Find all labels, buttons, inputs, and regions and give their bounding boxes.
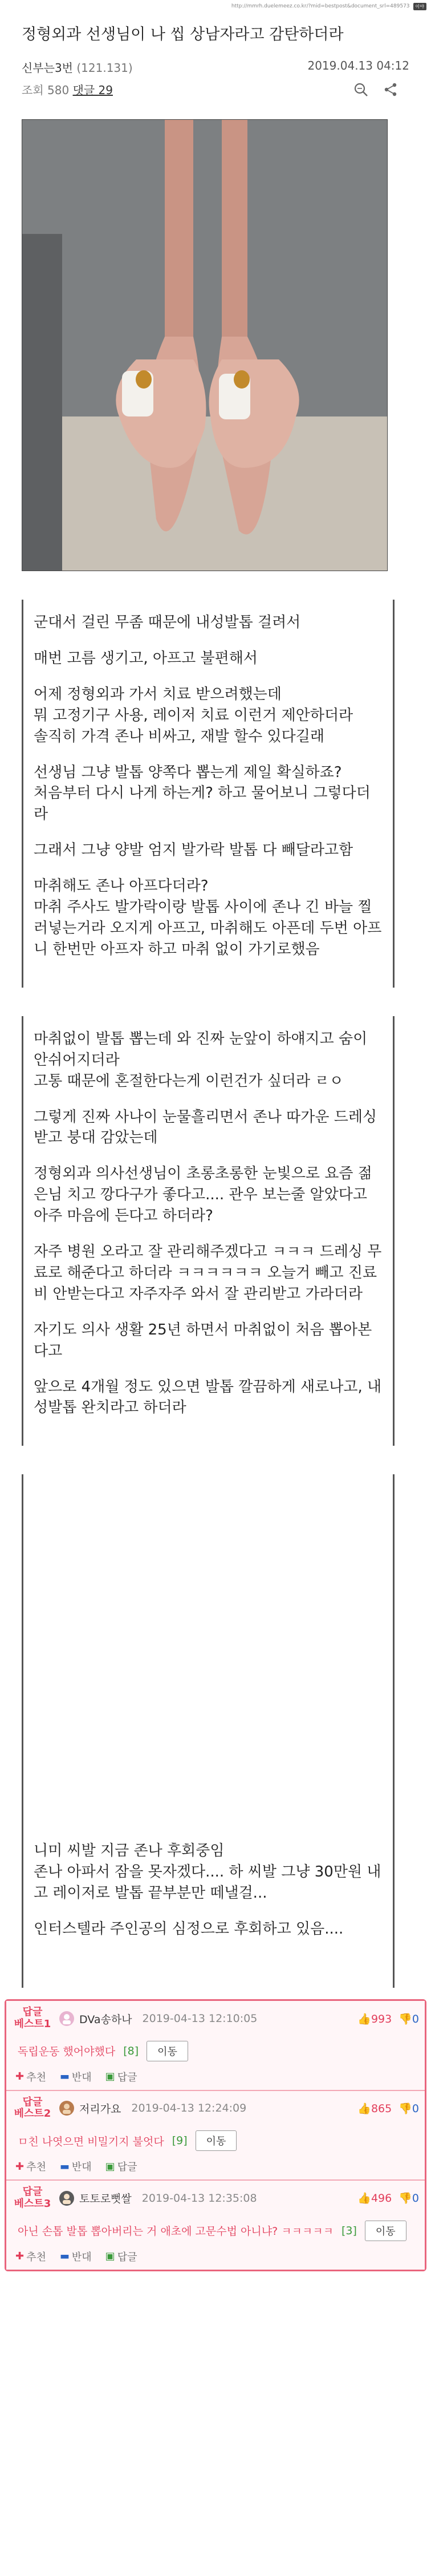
best-badge: 답글 베스트2 bbox=[14, 2096, 51, 2120]
comment-item bbox=[6, 2001, 425, 2090]
post-datetime: 2019.04.13 04:12 bbox=[307, 59, 409, 72]
user-avatar-icon bbox=[59, 2190, 75, 2206]
post-body-section-1 bbox=[22, 600, 395, 988]
comment-header bbox=[12, 2186, 419, 2210]
comment-body bbox=[18, 2130, 419, 2151]
comment-votes bbox=[357, 2012, 419, 2025]
reply-action[interactable] bbox=[105, 2159, 137, 2174]
oppose-label: 반대 bbox=[71, 2071, 92, 2084]
share-icon[interactable] bbox=[383, 82, 398, 97]
post-body-section-3 bbox=[22, 1474, 395, 1988]
recommend-action[interactable] bbox=[15, 2159, 46, 2174]
comment-author[interactable]: 저리가요 bbox=[79, 2102, 121, 2116]
comment-actions bbox=[15, 2249, 419, 2264]
reply-action[interactable] bbox=[105, 2249, 137, 2264]
thumbs-down-icon[interactable]: 👎0 bbox=[399, 2102, 419, 2115]
author-id: (121.131) bbox=[76, 61, 133, 75]
post-paragraph: 정형외과 의사선생님이 초롱초롱한 눈빛으로 요즘 젊은님 치고 깡다구가 좋다고.... 관우 보는줄 알았다고 아주 마음에 든다고 하더라? bbox=[34, 1165, 372, 1225]
browser-badge: 이야 bbox=[413, 3, 426, 10]
oppose-action[interactable] bbox=[60, 2069, 92, 2084]
comment-date: 2019-04-13 12:10:05 bbox=[142, 2012, 258, 2025]
post-container bbox=[0, 22, 431, 1988]
reply-count: [8] bbox=[123, 2044, 139, 2057]
reply-label: 답글 bbox=[117, 2251, 137, 2263]
comment-body bbox=[18, 2041, 419, 2061]
thumbs-up-icon[interactable]: 👍496 bbox=[357, 2192, 392, 2205]
meta-icon-group bbox=[353, 82, 398, 97]
feet-photo-illustration bbox=[22, 120, 387, 571]
comment-votes bbox=[357, 2191, 419, 2205]
post-title: 정형외과 선생님이 나 씹 상남자라고 감탄하더라 bbox=[22, 26, 344, 43]
recommend-action[interactable] bbox=[15, 2249, 46, 2264]
minus-icon: ▬ bbox=[59, 2250, 70, 2262]
comment-header bbox=[12, 2097, 419, 2120]
move-button[interactable]: 이동 bbox=[365, 2221, 406, 2241]
post-paragraph: 군대서 걸린 무좀 때문에 내성발톱 걸려서 bbox=[34, 614, 301, 631]
comment-item bbox=[6, 2181, 425, 2269]
browser-bar bbox=[0, 0, 431, 13]
post-paragraph: 자기도 의사 생활 25년 하면서 마취없이 처음 뽑아본다고 bbox=[34, 1321, 372, 1360]
blank-space bbox=[34, 1487, 383, 1841]
best-badge: 답글 베스트3 bbox=[14, 2186, 51, 2210]
best-badge: 답글 베스트1 bbox=[14, 2006, 51, 2031]
recommend-action[interactable] bbox=[15, 2069, 46, 2084]
downvote-count: 0 bbox=[412, 2192, 419, 2205]
recommend-label: 추천 bbox=[26, 2161, 46, 2174]
views-count: 조회 580 bbox=[22, 83, 70, 97]
post-paragraph: 어제 정형외과 가서 치료 받으려했는데 뭐 고정기구 사용, 레이저 치료 이런거 제안하더라 솔직히 가격 존나 비싸고, 재발 할수 있다길래 bbox=[34, 685, 353, 745]
comment-body bbox=[18, 2221, 419, 2241]
recommend-label: 추천 bbox=[26, 2071, 46, 2084]
user-avatar-icon bbox=[59, 2100, 75, 2116]
downvote-count: 0 bbox=[412, 2102, 419, 2115]
recommend-label: 추천 bbox=[26, 2251, 46, 2263]
minus-icon: ▬ bbox=[59, 2070, 70, 2083]
reply-count: [3] bbox=[341, 2224, 357, 2237]
reply-action[interactable] bbox=[105, 2069, 137, 2084]
comment-votes bbox=[357, 2102, 419, 2115]
reply-count: [9] bbox=[172, 2134, 188, 2148]
comment-author[interactable]: DVa송하나 bbox=[79, 2013, 132, 2026]
reply-icon: ▣ bbox=[105, 2250, 115, 2262]
thumbs-up-icon[interactable]: 👍865 bbox=[357, 2102, 392, 2115]
oppose-action[interactable] bbox=[60, 2159, 92, 2174]
downvote-count: 0 bbox=[412, 2012, 419, 2025]
browser-url[interactable]: http://mmrh.duelemeez.co.kr/?mid=bestpost&document_srl=489573 bbox=[231, 3, 410, 9]
post-body-section-2 bbox=[22, 1016, 395, 1446]
comment-actions bbox=[15, 2159, 419, 2174]
post-paragraph: 인터스텔라 주인공의 심정으로 후회하고 있음.... bbox=[34, 1920, 344, 1938]
post-paragraph: 선생님 그냥 발톱 양쪽다 뽑는게 제일 확실하죠? 처음부터 다시 나게 하는게? 하고 물어보니 그렇다더라 bbox=[34, 763, 371, 823]
plus-icon: ✚ bbox=[15, 2250, 25, 2262]
move-button[interactable]: 이동 bbox=[147, 2041, 188, 2061]
post-paragraph: 마취해도 존나 아프다더라? 마취 주사도 발가락이랑 발톱 사이에 존나 긴 바늘 찔러넣는거라 오지게 아프고, 마취해도 아픈데 두번 아프니 한번만 아프자 하고 마취 없이 가기로했음 bbox=[34, 877, 382, 958]
post-paragraph: 앞으로 4개월 정도 있으면 발톱 깔끔하게 새로나고, 내성발톱 완치라고 하더라 bbox=[34, 1378, 382, 1417]
post-meta bbox=[22, 59, 409, 75]
post-photo bbox=[22, 119, 388, 571]
oppose-action[interactable] bbox=[60, 2249, 92, 2264]
comment-header bbox=[12, 2007, 419, 2030]
post-paragraph: 니미 씨발 지금 존나 후회중임 존나 아파서 잠을 못자겠다.... 하 씨발 그냥 30만원 내고 레이저로 발톱 끝부분만 떼낼걸... bbox=[34, 1842, 381, 1902]
comment-actions bbox=[15, 2069, 419, 2084]
comment-text: 아닌 손톱 발톱 뽑아버리는 거 애초에 고문수법 아니냐? ㅋㅋㅋㅋㅋ bbox=[18, 2225, 334, 2238]
plus-icon: ✚ bbox=[15, 2160, 25, 2173]
reply-label: 답글 bbox=[117, 2071, 137, 2084]
post-paragraph: 매번 고름 생기고, 아프고 불편해서 bbox=[34, 649, 258, 667]
thumbs-down-icon[interactable]: 👎0 bbox=[399, 2012, 419, 2025]
plus-icon: ✚ bbox=[15, 2070, 25, 2083]
post-paragraph: 자주 병원 오라고 잘 관리해주겠다고 ㅋㅋㅋ 드레싱 무료로 해준다고 하더라 ㅋㅋㅋㅋㅋㅋ 오늘거 빼고 진료비 안받는다고 자주자주 와서 잘 관리받고 가라더라 bbox=[34, 1243, 382, 1303]
user-avatar-icon bbox=[59, 2011, 75, 2027]
comment-text: 독립운동 했어야했다 bbox=[18, 2045, 116, 2059]
best-comments bbox=[5, 1999, 426, 2271]
reply-label: 답글 bbox=[117, 2161, 137, 2174]
post-stats bbox=[22, 81, 409, 98]
minus-icon: ▬ bbox=[59, 2160, 70, 2173]
comment-date: 2019-04-13 12:24:09 bbox=[131, 2102, 247, 2115]
upvote-count: 496 bbox=[371, 2192, 392, 2205]
thumbs-down-icon[interactable]: 👎0 bbox=[399, 2192, 419, 2205]
author-block[interactable] bbox=[22, 59, 133, 75]
move-button[interactable]: 이동 bbox=[196, 2130, 237, 2151]
author-name[interactable]: 신부는3번 bbox=[22, 61, 74, 75]
oppose-label: 반대 bbox=[71, 2251, 92, 2263]
comments-link[interactable]: 댓글 29 bbox=[72, 83, 113, 97]
post-paragraph: 그래서 그냥 양발 엄지 발가락 발톱 다 빼달라고함 bbox=[34, 842, 353, 859]
comment-text: ㅁ친 나엿으면 비밀기지 불엇다 bbox=[18, 2135, 164, 2148]
post-paragraph: 그렇게 진짜 사나이 눈물흘리면서 존나 따가운 드레싱 받고 붕대 감았는데 bbox=[34, 1108, 382, 1147]
magnifier-icon[interactable] bbox=[353, 82, 368, 97]
reply-icon: ▣ bbox=[105, 2070, 115, 2083]
upvote-count: 993 bbox=[371, 2012, 392, 2025]
comment-author[interactable]: 토토로뻣쌀 bbox=[79, 2193, 132, 2206]
thumbs-up-icon[interactable]: 👍993 bbox=[357, 2012, 392, 2025]
reply-icon: ▣ bbox=[105, 2160, 115, 2173]
oppose-label: 반대 bbox=[71, 2161, 92, 2174]
comment-item bbox=[6, 2091, 425, 2181]
upvote-count: 865 bbox=[371, 2102, 392, 2115]
comment-date: 2019-04-13 12:35:08 bbox=[141, 2191, 257, 2205]
post-paragraph: 마취없이 발톱 뽑는데 와 진짜 눈앞이 하얘지고 숨이 안쉬어지더라 고통 때문에 혼절한다는게 이런건가 싶더라 ㄹㅇ bbox=[34, 1030, 368, 1090]
